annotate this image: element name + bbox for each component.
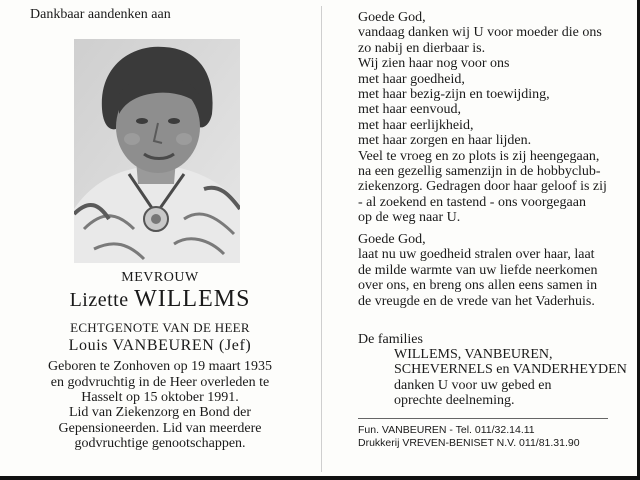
prayer-line: over ons, en breng ons allen eens samen in <box>358 278 598 294</box>
prayer-line: zo nabij en dierbaar is. <box>358 40 486 56</box>
prayer-line: op de weg naar U. <box>358 210 461 226</box>
prayer-line: met haar eenvoud, <box>358 102 462 118</box>
families-line: danken U voor uw gebed en <box>394 377 552 393</box>
families-text <box>394 347 627 409</box>
prayer-line: Wij zien haar nog voor ons <box>358 56 510 72</box>
prayer-line: Goede God, <box>358 232 426 247</box>
prayer-line: vandaag danken wij U voor moeder die ons <box>358 25 602 41</box>
prayer-line: Veel te vroeg en zo plots is zij heengegaan, <box>358 148 600 164</box>
dedication-text: Dankbaar aandenken aan <box>30 7 171 22</box>
bio-line: en godvruchtig in de Heer overleden te <box>50 374 270 390</box>
prayer-line: met haar bezig-zijn en toewijding, <box>358 87 550 103</box>
families-title: De families <box>358 332 423 347</box>
prayer-line: - al zoekend en tastend - ons voorgegaan <box>358 194 586 210</box>
printer-footer <box>358 424 580 450</box>
bio-line: Gepensioneerden. Lid van meerdere <box>58 420 262 436</box>
membership-text <box>0 405 320 452</box>
deceased-name <box>0 286 320 313</box>
prayer-line: met haar zorgen en haar lijden. <box>358 133 532 149</box>
prayer-line: de vreugde en de vrede van het Vaderhuis. <box>358 293 595 309</box>
last-name: WILLEMS <box>134 286 251 312</box>
spouse-label: ECHTGENOTE VAN DE HEER <box>70 320 250 335</box>
prayer-line: na een gezellig samenzijn in de hobbyclub- <box>358 164 601 180</box>
prayer-line: ziekenzorg. Gedragen door haar geloof is zij <box>358 179 607 195</box>
prayer-text <box>358 10 607 226</box>
families-line: SCHEVERNELS en VANDERHEYDEN <box>394 362 627 378</box>
portrait-photo <box>74 39 240 263</box>
footer-rule <box>358 418 608 419</box>
bio-line: Lid van Ziekenzorg en Bond der <box>68 405 252 420</box>
prayer-line: met haar goedheid, <box>358 71 465 87</box>
families-line: WILLEMS, VANBEUREN, <box>394 347 553 362</box>
prayer-line: laat nu uw goedheid stralen over haar, laat <box>358 247 595 263</box>
bio-line: Hasselt op 15 oktober 1991. <box>81 390 239 406</box>
prayer-line: met haar eerlijkheid, <box>358 117 474 133</box>
printer-line: Drukkerij VREVEN-BENISET N.V. 011/81.31.90 <box>358 437 580 449</box>
families-line: oprechte deelneming. <box>394 393 515 409</box>
closing-prayer <box>358 232 597 309</box>
portrait-image <box>74 39 240 263</box>
spouse-name: Louis VANBEUREN (Jef) <box>68 337 252 354</box>
first-name: Lizette <box>69 289 129 311</box>
left-panel <box>0 0 320 476</box>
prayer-line: Goede God, <box>358 10 426 25</box>
right-panel <box>322 0 637 476</box>
birth-death-text <box>0 359 320 406</box>
bio-line: godvruchtige genootschappen. <box>74 436 246 452</box>
border-bottom <box>0 476 640 480</box>
prayer-line: de milde warmte van uw liefde neerkomen <box>358 262 598 278</box>
title-mevrouw: MEVROUW <box>121 270 199 285</box>
bio-line: Geboren te Zonhoven op 19 maart 1935 <box>48 359 272 374</box>
funeral-home-line: Fun. VANBEUREN - Tel. 011/32.14.11 <box>358 424 535 436</box>
